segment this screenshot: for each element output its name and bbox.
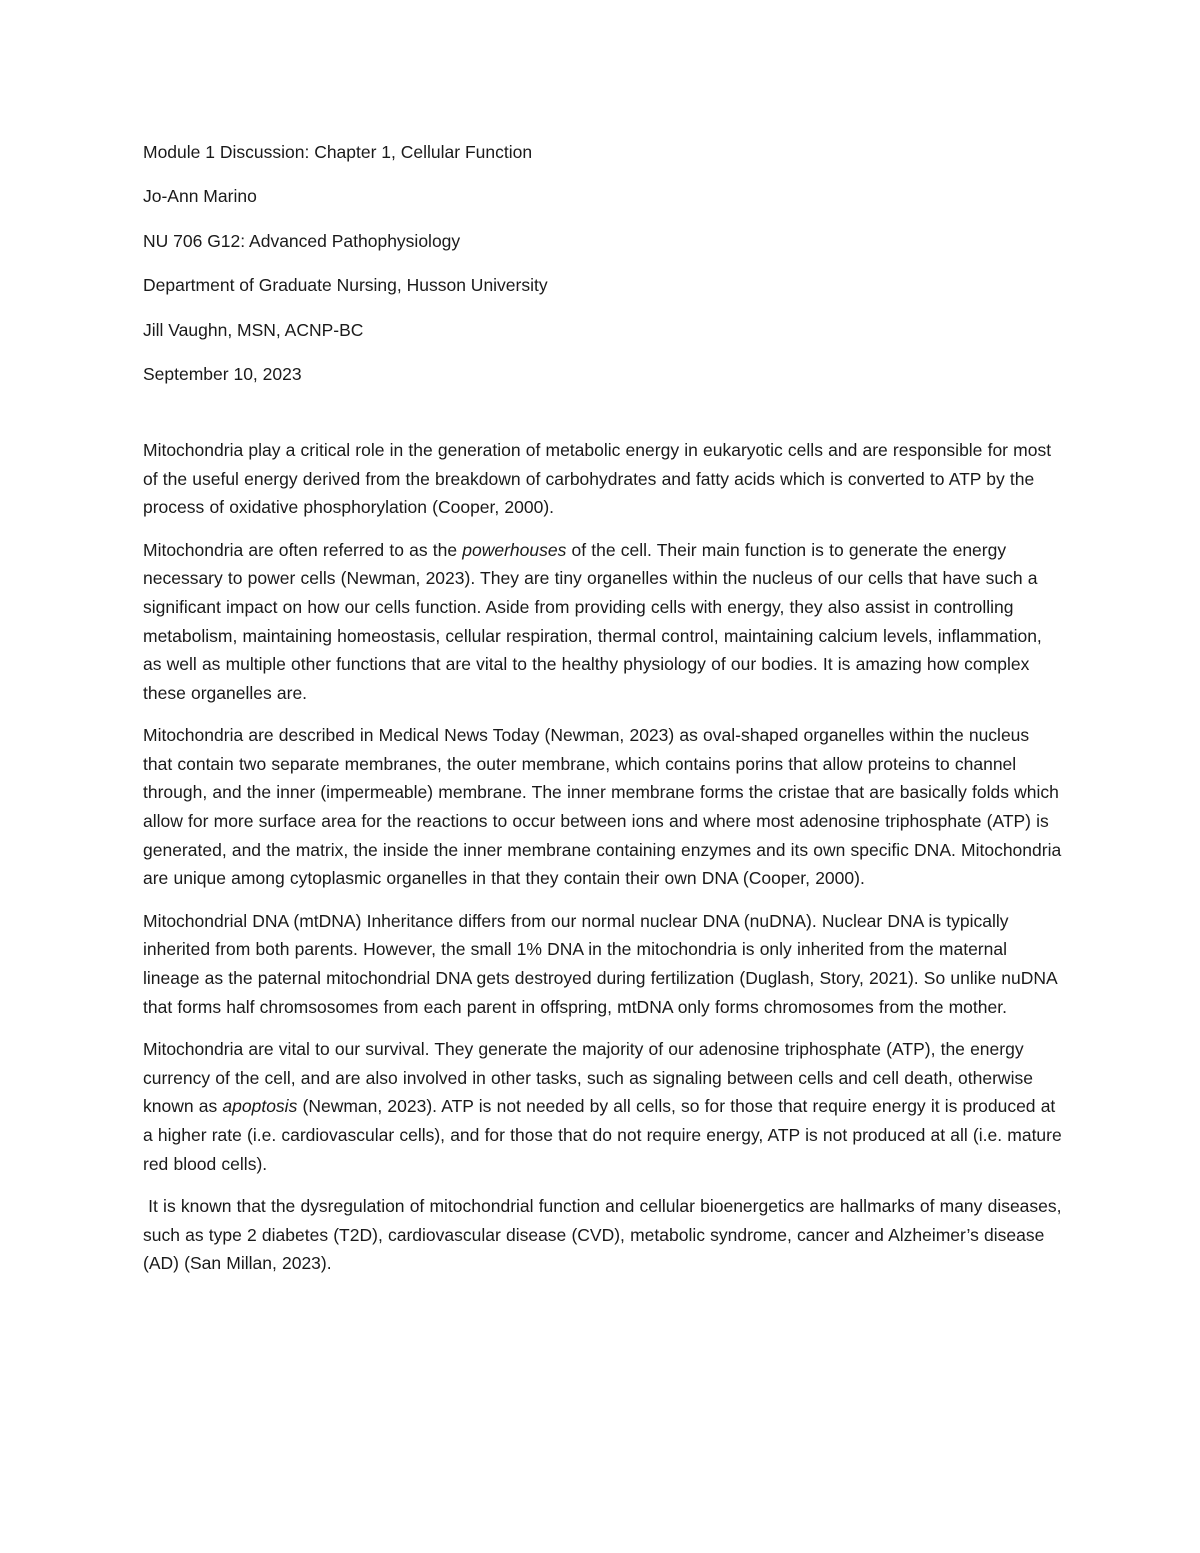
paragraph-5-text-a: Mitochondria are vital to our survival. They generate the majority of our adenosine triphosphate (ATP), the energy currency of the cell, and are also involved in other tasks, such as signaling between cells and cell death, otherwise known as xyxy=(143,1039,1033,1117)
document-title: Module 1 Discussion: Chapter 1, Cellular Function xyxy=(143,142,533,162)
course-name: NU 706 G12: Advanced Pathophysiology xyxy=(143,230,461,251)
author-name: Jo-Ann Marino xyxy=(143,186,257,207)
title-block xyxy=(143,140,1063,386)
department-name: Department of Graduate Nursing, Husson University xyxy=(143,275,548,296)
paragraph-5-emphasis: apoptosis xyxy=(222,1096,298,1117)
paragraph-2 xyxy=(143,536,1063,708)
paragraph-5-text-b: (Newman, 2023). ATP is not needed by all cells, so for those that require energy it is produced at a higher rate (i.e. cardiovascular cells), and for those that do not require energy, ATP is not produced at all (i.e. mature red blood cells). xyxy=(143,1096,1062,1174)
paragraph-2-emphasis: powerhouses xyxy=(462,539,567,560)
instructor-name: Jill Vaughn, MSN, ACNP-BC xyxy=(143,319,364,340)
paragraph-2-text-b: of the cell. Their main function is to generate the energy necessary to power cells (Newman, 2023). They are tiny organelles within the nucleus of our cells that have such a significant impact on how our cells function. Aside from providing cells with energy, they also assist in controlling metabolism, maintaining homeostasis, cellular respiration, thermal control, maintaining calcium levels, inflammation, as well as multiple other functions that are vital to the healthy physiology of our bodies. It is amazing how complex these organelles are. xyxy=(143,539,1042,703)
document-date: September 10, 2023 xyxy=(143,363,302,384)
paragraph-1: Mitochondria play a critical role in the generation of metabolic energy in eukaryotic cells and are responsible for most of the useful energy derived from the breakdown of carbohydrates and fatty acids which is converted to ATP by the process of oxidative phosphorylation (Cooper, 2000). xyxy=(143,439,1052,518)
paragraph-5 xyxy=(143,1035,1063,1178)
paragraph-4: Mitochondrial DNA (mtDNA) Inheritance differs from our normal nuclear DNA (nuDNA). Nuclear DNA is typically inherited from both parents. However, the small 1% DNA in the mitochondria is only inherited from the maternal lineage as the paternal mitochondrial DNA gets destroyed during fertilization (Duglash, Story, 2021). So unlike nuDNA that forms half chromsosomes from each parent in offspring, mtDNA only forms chromosomes from the mother. xyxy=(143,910,1057,1017)
document-content xyxy=(143,140,1067,1292)
paragraph-6: It is known that the dysregulation of mitochondrial function and cellular bioenergetics are hallmarks of many diseases, such as type 2 diabetes (T2D), cardiovascular disease (CVD), metabolic syndrome, cancer and Alzheimer’s disease (AD) (San Millan, 2023). xyxy=(143,1196,1067,1274)
paragraph-2-text-a: Mitochondria are often referred to as the xyxy=(143,539,463,560)
paragraph-3: Mitochondria are described in Medical News Today (Newman, 2023) as oval-shaped organelles within the nucleus that contain two separate membranes, the outer membrane, which contains porins that allow proteins to channel through, and the inner (impermeable) membrane. The inner membrane forms the cristae that are basically folds which allow for more surface area for the reactions to occur between ions and where most adenosine triphosphate (ATP) is generated, and the matrix, the inside the inner membrane containing enzymes and its own specific DNA. Mitochondria are unique among cytoplasmic organelles in that they contain their own DNA (Cooper, 2000). xyxy=(143,725,1062,889)
